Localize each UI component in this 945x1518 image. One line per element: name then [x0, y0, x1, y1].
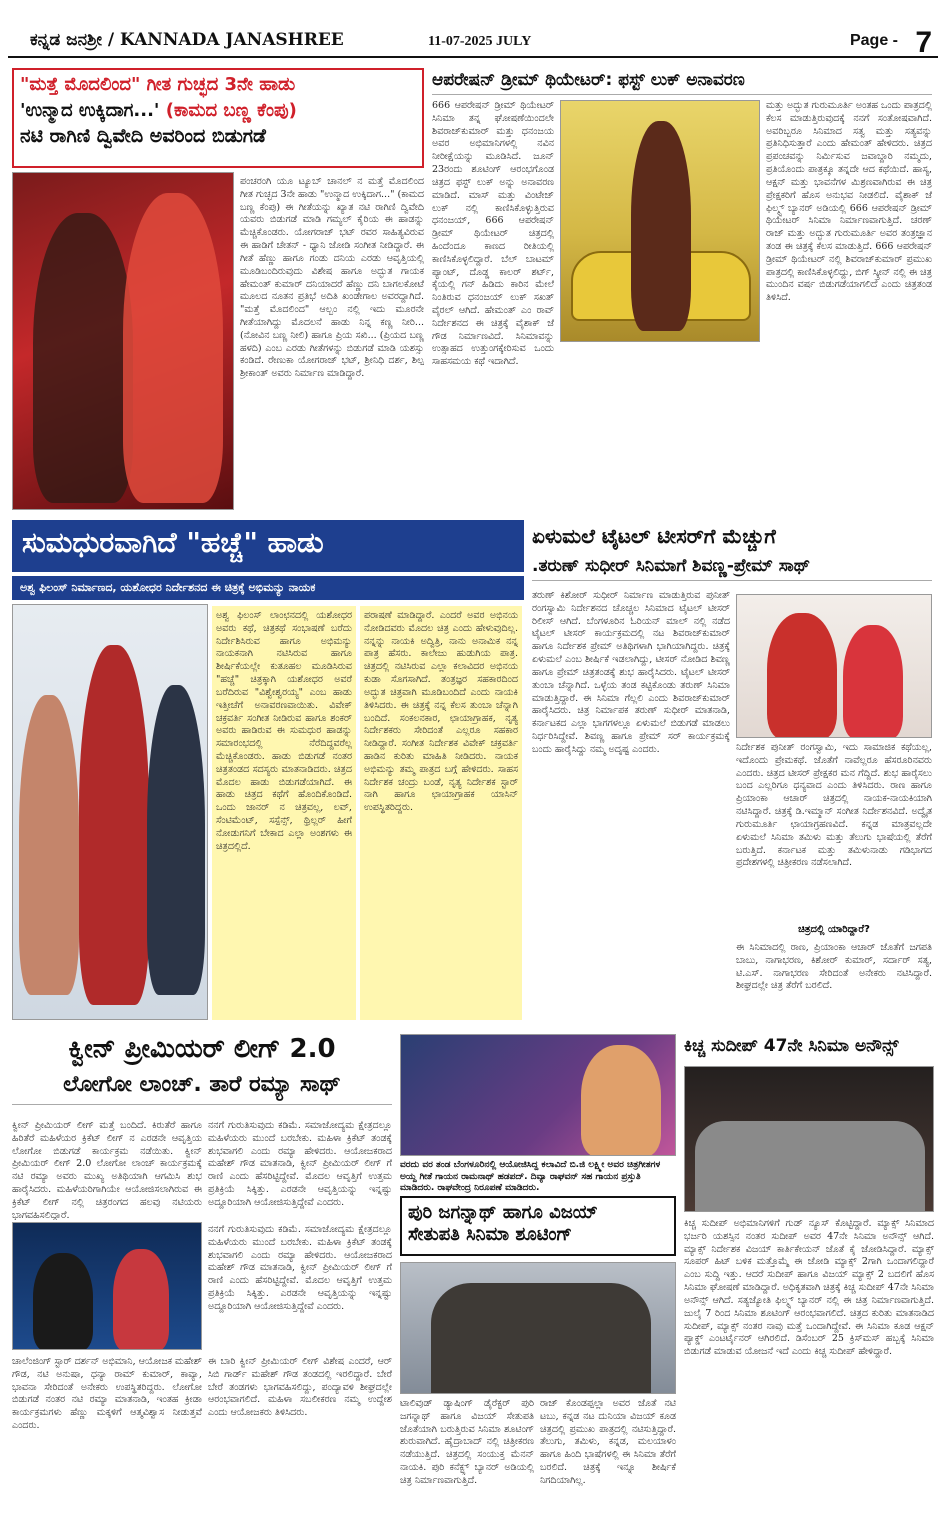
story7-photo-crew [400, 1262, 676, 1394]
story1-headline-line1: "ಮತ್ತೆ ಮೊದಲಿಂದ" ಗೀತ ಗುಚ್ಛದ 3ನೇ ಹಾಡು [20, 74, 296, 95]
story1-headline-line2a: 'ಉನ್ಮಾದ ಉಕ್ಕಿದಾಗ...' [20, 99, 160, 121]
story3-col2: ಪರಾಷಣೆ ಮಾಡಿದ್ದಾರೆ. ಎಂದರೆ ಅವರ ಅಭಿನಯ ನೋಡಿದವರು ಮೊದಲ ಚಿತ್ರ ಎಂದು ಹೇಳುವುದಿಲ್ಲ. ನನ್ನನ್ನು ನಾಯಕಿ ಅದ್ವಿತ್ರಿ, ನಾನು ಅನಾಮಿಕ ನನ್ನ ಪಾತ್ರ ಹೆಸರು. ಕಾಲೇಜು ಹುಡುಗಿಯ ಪಾತ್ರ. ಚಿತ್ರದಲ್ಲಿ ನಟಿಸಿರುವ ಎಲ್ಲಾ ಕಲಾವಿದರ ಅಭಿನಯ ಕುಡಾ ಸೊಗಸಾಗಿದೆ. ತಂತ್ರಜ್ಞರ ಸಹಕಾರದಿಂದ ಅದ್ಭುತ ಚಿತ್ರವಾಗಿ ಮೂಡಿಬಂದಿದೆ ಎಂದು ನಾಯಕಿ ತಿಳಿಸಿದರು. ಈ ಚಿತ್ರಕ್ಕೆ ನನ್ನ ಕೆಲಸ ತುಂಬಾ ಚೆನ್ನಾಗಿ ಬಂದಿದೆ. ಸಂಕಲನಕಾರ, ಛಾಯಾಗ್ರಾಹಕ, ನೃತ್ಯ ನಿರ್ದೇಶಕರು ಸೇರಿದಂತೆ ಎಲ್ಲರೂ ಸಹಕಾರ ನೀಡಿದ್ದಾರೆ. ಸಂಗೀತ ನಿರ್ದೇಶಕ ವಿವೇಕ್ ಚಕ್ರವರ್ತಿ ಹಾಡಿನ ಕುರಿತು ಮಾಹಿತಿ ನೀಡಿದರು. ನಾಯಕ ಅಭಿಮನ್ಯು ತಮ್ಮ ಪಾತ್ರದ ಬಗ್ಗೆ ಹೇಳಿದರು. ಸಾಹಸ ನಿರ್ದೇಶಕ ಚಂದ್ರು ಬಂಡೆ, ನೃತ್ಯ ನಿರ್ದೇಶಕ ಸ್ಟಾರ್ ನಾಗಿ ಹಾಗೂ ಛಾಯಾಗ್ರಾಹಕ ಯಾಸಿನ್ ಉಪಸ್ಥಿತರಿದ್ದರು. [360, 606, 522, 1020]
man-figure [33, 213, 133, 503]
story5-photo-logo-launch [12, 1222, 202, 1350]
page-label: Page - [849, 32, 898, 49]
hero-figure [631, 121, 691, 331]
story8-photo-launch [684, 1066, 934, 1212]
story7-col1: ಟಾಲಿವುಡ್ ಡ್ಯಾಷಿಂಗ್ ಡೈರೆಕ್ಟರ್ ಪುರಿ ಜಗನ್ನಾಥ್ ಹಾಗೂ ವಿಜಯ್ ಸೇತುಪತಿ ಜೊತೆಯಾಗಿ ಬರುತ್ತಿರುವ ಸಿನಿಮಾ ಶೂಟಿಂಗ್ ಶುರುವಾಗಿದೆ. ಹೈದ್ರಾಬಾದ್ ನಲ್ಲಿ ಚಿತ್ರೀಕರಣ ನಡೆಯುತ್ತಿದೆ. ಚಿತ್ರದಲ್ಲಿ ಸಂಯುಕ್ತ ಮೆನನ್ ನಾಯಕಿ. ಪುರಿ ಕನೆಕ್ಟ್ಸ್ ಬ್ಯಾನರ್ ಅಡಿಯಲ್ಲಿ ಚಿತ್ರ ನಿರ್ಮಾಣವಾಗುತ್ತಿದೆ. [400, 1398, 534, 1486]
story4-col2: ನಿರ್ದೇಶಕ ಪುನೀತ್ ರಂಗಸ್ವಾಮಿ, ಇದು ಸಾಮಾಜಿಕ ಕಥೆಯಲ್ಲ, ಇದೊಂದು ಪ್ರೇಮಕಥೆ. ಜೊತೆಗೆ ನಾವೆಲ್ಲರೂ ಹೆಸರೂರಿನವರು ಎಂದರು. ಚಿತ್ರದ ಟೀಸರ್ ಪ್ರೇಕ್ಷಕರ ಮನ ಗೆದ್ದಿದೆ. ಶುಭ ಹಾರೈಸಲು ಬಂದ ಎಲ್ಲರಿಗೂ ಧನ್ಯವಾದ ಎಂದು ತಿಳಿಸಿದರು. ರಾಣ ಹಾಗೂ ಪ್ರಿಯಾಂಕಾ ಆಚಾರ್ ಚಿತ್ರದಲ್ಲಿ ನಾಯಕ-ನಾಯಕಿಯಾಗಿ ನಟಿಸಿದ್ದಾರೆ. ಚಿತ್ರಕ್ಕೆ ಡಿ.ಇಮ್ಮಾನ್ ಸಂಗೀತ ನಿರ್ದೇಶನವಿದೆ. ಅದ್ವೈತ ಗುರುಮೂರ್ತಿ ಛಾಯಾಗ್ರಹಣವಿದೆ. ಕನ್ನಡ ಮಾತ್ರವಲ್ಲದೇ ಏಳುಮಲೆ ಸಿನಿಮಾ ತಮಿಳು ಮತ್ತು ತೆಲುಗು ಭಾಷೆಯಲ್ಲಿ ತೆರೆಗೆ ಬರುತ್ತಿದೆ. ಕರ್ನಾಟಕ ಮತ್ತು ತಮಿಳುನಾಡು ಗಡಿಭಾಗದ ಪ್ರದೇಶಗಳಲ್ಲಿ ಚಿತ್ರೀಕರಣ ನಡೆಸಲಾಗಿದೆ. [736, 742, 932, 869]
woman-figure [123, 193, 223, 503]
story4-headline2: .ತರುಣ್ ಸುಧೀರ್ ಸಿನಿಮಾಗೆ ಶಿವಣ್ಣ-ಪ್ರೇಮ್ ಸಾಥ್ [532, 556, 932, 581]
story4-headline1: ಏಳುಮಲೆ ಟೈಟಲ್ ಟೀಸರ್‌ಗೆ ಮೆಚ್ಚುಗೆ [532, 524, 776, 548]
crew-group [431, 1283, 651, 1394]
story8-headline: ಕಿಚ್ಚ ಸುದೀಪ್ 47ನೇ ಸಿನಿಮಾ ಅನೌನ್ಸ್ [684, 1036, 899, 1056]
story3-photo-cast [12, 604, 208, 1020]
story2-col1: 666 ಆಪರೇಷನ್ ಡ್ರೀಮ್ ಥಿಯೇಟರ್ ಸಿನಿಮಾ ತನ್ನ ಘೋಷಣೆಯಿಂದಲೇ ಶಿವರಾಜ್‌ಕುಮಾರ್ ಮತ್ತು ಧನಂಜಯ ಅವರ ಅಭಿಮಾನಿಗಳಲ್ಲಿ ನವಿನ ನೀರೀಕ್ಷೆಯನ್ನು ಮೂಡಿಸಿದೆ. ಜೂನ್ 23ರಂದು ಶೂಟಿಂಗ್ ಆರಂಭಗೊಂಡ ಚಿತ್ರದ ಫಸ್ಟ್ ಲುಕ್ ಅನ್ನು ಅನಾವರಣ ಮಾಡಿದೆ. ಮಾಸ್ ಮತ್ತು ವಿಂಟೇಜ್ ಲುಕ್ ನಲ್ಲಿ ಕಾಣಿಸಿಕೊಳ್ಳುತ್ತಿರುವ ಧನಂಜಯ್, 666 ಆಪರೇಷನ್ ಡ್ರೀಮ್ ಥಿಯೇಟರ್ ಚಿತ್ರದಲ್ಲಿ ಹಿಂದೆಂದೂ ಕಾಣದ ರೀತಿಯಲ್ಲಿ ಕಾಣಿಸಿಕೊಳ್ಳಲಿದ್ದಾರೆ. ಬೆಲ್ ಬಾಟಮ್ ಪ್ಯಾಂಟ್, ದೊಡ್ಡ ಕಾಲರ್ ಶರ್ಟ್, ಕೈಯಲ್ಲಿ ಗನ್ ಹಿಡಿದು ಕಾರಿನ ಮೇಲೆ ನಿಂತಿರುವ ಧನಂಜಯ್ ಲುಕ್ ಸಖತ್ ವೈರಲ್ ಆಗಿದೆ. ಹೇಮಂತ್ ಎಂ ರಾವ್ ನಿರ್ದೇಶನದ ಈ ಚಿತ್ರಕ್ಕೆ ವೈಶಾಕ್ ಜೆ ಗೌಡ ನಿರ್ಮಾಣವಿದೆ. ಸಿನಿಮಾವನ್ನು ಉತ್ಸಾಹದ ಉತ್ತುಂಗಕ್ಕೇರಿಸುವ ಒಂದು ಸಾಹಸಮಯ ಕಥೆ ಇದಾಗಿದೆ. [432, 100, 554, 368]
story5-col1b: ಚಾಲೆಂಜಿಂಗ್ ಸ್ಟಾರ್ ದರ್ಶನ್ ಅಭಿಮಾನಿ, ಆಯೋಜಕ ಮಹೇಶ್ ಗೌಡ, ನಟಿ ಅನುಷಾ, ಧನ್ಯಾ ರಾಮ್ ಕುಮಾರ್, ಕಾವ್ಯಾ, ಭಾವನಾ ಸೇರಿದಂತೆ ಅನೇಕರು ಉಪಸ್ಥಿತರಿದ್ದರು. ಲೋಗೋ ಬಿಡುಗಡೆ ನಂತರ ನಟಿ ರಮ್ಯಾ ಮಾತನಾಡಿ, ಇಂತಹ ಕ್ರೀಡಾ ಕಾರ್ಯಕ್ರಮಗಳು ಹೆಣ್ಣು ಮಕ್ಕಳಿಗೆ ಆತ್ಮವಿಶ್ವಾಸ ನೀಡುತ್ತವೆ ಎಂದರು. [12, 1356, 202, 1432]
story4-photo-leads [736, 594, 932, 738]
story3-subhead: ಅಶ್ವ ಫಿಲಂಸ್ ನಿರ್ಮಾಣದ, ಯಶೋಧರ ನಿರ್ದೇಶನದ ಈ ಚಿತ್ರಕ್ಕೆ ಅಭಿಮನ್ಯು ನಾಯಕ [20, 581, 316, 594]
story5-col2b: ಈ ಬಾರಿ ಕ್ವೀನ್ ಪ್ರೀಮಿಯರ್ ಲೀಗ್ ವಿಶೇಷ ಎಂದರೆ, ಆರ್ ಸಿಬಿ ಗಾರ್ಡ್ ಮಹೇಶ್ ಗೌಡ ತಂಡದಲ್ಲಿ ಇರಲಿದ್ದಾರೆ. ಬೇರೆ ಬೇರೆ ತಂಡಗಳು ಭಾಗವಹಿಸಲಿದ್ದು, ಪಂದ್ಯಾವಳಿ ಶೀಘ್ರದಲ್ಲೇ ಆರಂಭವಾಗಲಿದೆ. ಮಹಿಳಾ ಸಬಲೀಕರಣ ನಮ್ಮ ಉದ್ದೇಶ ಎಂದು ಆಯೋಜಕರು ತಿಳಿಸಿದರು. [208, 1356, 392, 1419]
singer-figure [581, 1045, 661, 1156]
story8-body: ಕಿಚ್ಚ ಸುದೀಪ್ ಅಭಿಮಾನಿಗಳಿಗೆ ಗುಡ್ ನ್ಯೂಸ್ ಕೊಟ್ಟಿದ್ದಾರೆ. ಮ್ಯಾಕ್ಸ್ ಸಿನಿಮಾದ ಭರ್ಜರಿ ಯಶಸ್ಸಿನ ನಂತರ ಸುದೀಪ್ ಅವರ 47ನೇ ಸಿನಿಮಾ ಅನೌನ್ಸ್ ಆಗಿದೆ. ಮ್ಯಾಕ್ಸ್ ನಿರ್ದೇಶಕ ವಿಜಯ್ ಕಾರ್ತಿಕೇಯನ್ ಜೊತೆ ಕೈ ಜೋಡಿಸಿದ್ದಾರೆ. ಮ್ಯಾಕ್ಸ್ ಸೂಪರ್ ಹಿಟ್ ಬಳಿಕ ಮತ್ತೊಮ್ಮೆ ಈ ಜೋಡಿ ಮ್ಯಾಕ್ಸ್ 2ಗಾಗಿ ಒಂದಾಗಲಿದ್ದಾರೆ ಎಂಬ ಸುದ್ದಿ ಇತ್ತು. ಆದರೆ ಸುದೀಪ್ ಹಾಗೂ ವಿಜಯ್ ಮ್ಯಾಕ್ಸ್ 2 ಬದಲಿಗೆ ಹೊಸ ಸಿನಿಮಾ ಘೋಷಣೆ ಮಾಡಿದ್ದಾರೆ. ಅಧಿಕೃತವಾಗಿ ಚಿತ್ರಕ್ಕೆ ಕಿಚ್ಚ ಸುದೀಪ್ 47ನೇ ಸಿನಿಮಾ ಅನೌನ್ಸ್ ಆಗಿದೆ. ಸತ್ಯಜ್ಯೋತಿ ಫಿಲ್ಮ್ಸ್ ಬ್ಯಾನರ್ ನಲ್ಲಿ ಈ ಚಿತ್ರ ನಿರ್ಮಾಣವಾಗುತ್ತಿದೆ. ಜುಲೈ 7 ರಿಂದ ಸಿನಿಮಾ ಶೂಟಿಂಗ್ ಆರಂಭವಾಗಲಿದೆ. ಚಿತ್ರದ ಕುರಿತು ಮಾತನಾಡಿದ ಸುದೀಪ್, ಮ್ಯಾಕ್ಸ್ ನಂತರ ನಾವು ಮತ್ತೆ ಒಂದಾಗಿದ್ದೇವೆ. ಈ ಸಿನಿಮಾ ಕೂಡ ಆಕ್ಷನ್ ಪ್ಯಾಕ್ಡ್ ಎಂಟರ್ಟೈನರ್ ಆಗಿರಲಿದೆ. ಡಿಸೆಂಬರ್ 25 ಕ್ರಿಸ್‌ಮಸ್ ಹಬ್ಬಕ್ಕೆ ಸಿನಿಮಾ ಬಿಡುಗಡೆ ಮಾಡುವ ಯೋಜನೆ ಇದೆ ಎಂದು ಕಿಚ್ಚ ಸುದೀಪ್ ಹೇಳಿದ್ದಾರೆ. [684, 1218, 934, 1358]
story3-headline-band [12, 520, 524, 572]
newspaper-logo: ಕನ್ನಡ ಜನಶ್ರೀ / KANNADA JANASHREE [30, 30, 344, 50]
story1-headline-line2b: (ಕಾಮದ ಬಣ್ಣ ಕೆಂಪು) [165, 99, 297, 121]
story1-headline-box [12, 68, 424, 168]
story1-body: ಪಂಚರಂಗಿ ಯೂ ಟ್ಯೂಬ್ ಚಾನಲ್ ನ ಮತ್ತೆ ಮೊದಲಿಂದ ಗೀತ ಗುಚ್ಛದ 3ನೇ ಹಾಡು "ಉನ್ಮಾದ ಉಕ್ಕಿದಾಗ..." (ಕಾಮದ ಬಣ್ಣ ಕೆಂಪು) ಈ ಗೀತೆಯನ್ನು ಖ್ಯಾತ ನಟಿ ರಾಗಿಣಿ ದ್ವಿವೇದಿ ಯವರು ಬಿಡುಗಡೆ ಮಾಡಿ ಗಮ್ಯಲ್ ಕೈರಿಯ ಈ ಹಾಡನ್ನು ಮೆಚ್ಚಿಕೊಂಡರು. ಯೋಗರಾಜ್ ಭಟ್ ರವರ ಸಾಹಿತ್ಯವಿರುವ ಈ ಹಾಡಿಗೆ ಚೇತನ್ - ಧ್ಯಾನಿ ಜೋಡಿ ಸಂಗೀತ ನೀಡಿದ್ದಾರೆ. ಈ ಗೀತೆ ಹೆಣ್ಣು ಹಾಗೂ ಗಂಡು ದನಿಯ ಎರಡು ಆವೃತ್ತಿಯಲ್ಲಿ ಮೂಡಿಬಂದಿರುವುದು ವಿಶೇಷ ಹಾಗೂ ಅದ್ಭುತ ಗಾಯಕ ಹೇಮಂತ್ ಕುಮಾರ್ ದನಿಯಾದರೆ ಹೆಣ್ಣು ದನಿ ಬಾಗಲಕೋಟೆ ಮೂಲದ ನೂತನ ಪ್ರತಿಭೆ ಅದಿತಿ ಖಂಡೇಗಾಲ ಅವರದ್ದಾಗಿದೆ. "ಮತ್ತೆ ಮೊದಲಿಂದ" ಆಲ್ಬಂ ನಲ್ಲಿ ಇದು ಮೂರನೇ ಗೀತೆಯಾಗಿದ್ದು ಮೊದಲನೆ ಹಾಡು ನಿನ್ನ ಕಣ್ಣ ನೀರಿ... (ನೋವಿನ ಬಣ್ಣ ನೀಲಿ) ಹಾಗೂ ಪ್ರಿಯ ಸಖಿ... (ಪ್ರಿಯದ ಬಣ್ಣ ಹಳದಿ) ಎಂಬ ಎರಡು ಗೀತೆಗಳನ್ನು ಬಿಡುಗಡೆ ಮಾಡಿ ಯಶಸ್ಸು ಕಂಡಿದೆ. ರೇಣುಕಾ ಯೋಗರಾಜ್ ಭಟ್, ಶ್ರೀನಿಧಿ ದರ್ಶ, ಶಿಲ್ಪ ಶ್ರೀಕಾಂತ್ ಅವರು ನಿರ್ಮಾಣ ಮಾಡಿದ್ದಾರೆ. [240, 176, 424, 380]
story2-col2: ಮತ್ತು ಅದ್ಭುತ ಗುರುಮೂರ್ತಿ ಅಂತಹ ಒಂದು ಪಾತ್ರದಲ್ಲಿ ಕೆಲಸ ಮಾಡುತ್ತಿರುವುದಕ್ಕೆ ನನಗೆ ಸಂತೋಷವಾಗಿದೆ. ಅವರಿಬ್ಬರೂ ಸಿನಿಮಾದ ಸತ್ವ ಮತ್ತು ಸತ್ಯವನ್ನು ಪ್ರತಿನಿಧಿಸುತ್ತಾರೆ ಎಂದು ಹೇಮಂತ್ ಹೇಳಿದರು. ಚಿತ್ರದ ಪ್ರಪಂಚವನ್ನು ನಿರ್ಮಿಸುವ ಜವಾಬ್ದಾರಿ ನಮ್ಮದು, ಪ್ರತಿಯೊಂದು ಪಾತ್ರಕ್ಕೂ ತನ್ನದೇ ಆದ ಕಥೆಯಿದೆ. ಹಾಸ್ಯ, ಆಕ್ಷನ್ ಮತ್ತು ಭಾವನೆಗಳ ಮಿಶ್ರಣವಾಗಿರುವ ಈ ಚಿತ್ರ ಪ್ರೇಕ್ಷಕರಿಗೆ ಹೊಸ ಅನುಭವ ನೀಡಲಿದೆ. ವೈಶಾಕ್ ಜೆ ಫಿಲ್ಮ್ಸ್ ಬ್ಯಾನರ್ ಅಡಿಯಲ್ಲಿ 666 ಆಪರೇಷನ್ ಡ್ರೀಮ್ ಥಿಯೇಟರ್ ಸಿನಿಮಾ ನಿರ್ಮಾಣವಾಗುತ್ತಿದೆ. ಚರಣ್ ರಾಜ್ ಮತ್ತು ಅದ್ಭುತ ಗುರುಮೂರ್ತಿ ಅವರ ತಂತ್ರಜ್ಞಾನ ತಂಡ ಈ ಚಿತ್ರಕ್ಕೆ ಕೆಲಸ ಮಾಡುತ್ತಿದೆ. 666 ಆಪರೇಷನ್ ಡ್ರೀಮ್ ಥಿಯೇಟರ್ ನಲ್ಲಿ ಶಿವರಾಜ್‌ಕುಮಾರ್ ಪ್ರಮುಖ ಪಾತ್ರದಲ್ಲಿ ಕಾಣಿಸಿಕೊಳ್ಳಲಿದ್ದು, ಬಿಗ್ ಸ್ಕ್ರೀನ್ ನಲ್ಲಿ ಈ ಚಿತ್ರ ಮುಂದಿನ ವರ್ಷ ಬಿಡುಗಡೆಯಾಗಲಿದೆ ಎಂದು ಚಿತ್ರತಂಡ ತಿಳಿಸಿದೆ. [766, 100, 932, 304]
story2-photo-poster [560, 100, 760, 342]
story4-cast: ಈ ಸಿನಿಮಾದಲ್ಲಿ ರಾಣ, ಪ್ರಿಯಾಂಕಾ ಆಚಾರ್ ಜೊತೆಗೆ ಜಗಪತಿ ಬಾಬು, ನಾಗಾಭರಣ, ಕಿಶೋರ್ ಕುಮಾರ್, ಸರ್ದಾರ್ ಸತ್ಯ, ಟಿ.ಎಸ್. ನಾಗಾಭರಣ ಸೇರಿದಂತೆ ಅನೇಕರು ನಟಿಸಿದ್ದಾರೆ. ಶೀಘ್ರದಲ್ಲೇ ಚಿತ್ರ ತೆರೆಗೆ ಬರಲಿದೆ. [736, 942, 932, 992]
story5-headline1: ಕ್ವೀನ್ ಪ್ರೀಮಿಯರ್ ಲೀಗ್ 2.0 [68, 1034, 336, 1064]
issue-date: 11-07-2025 JULY [428, 34, 532, 49]
story7-headline-box [400, 1196, 676, 1256]
story1-headline-line2 [20, 100, 416, 122]
actor-center [79, 645, 149, 1005]
story5-col2: ನನಗೆ ಗುರುತಿಸುವುದು ಕಡಿಮೆ. ಸಮಾಜೋದ್ಯಮ ಕ್ಷೇತ್ರದಲ್ಲೂ ಮಹಿಳೆಯರು ಮುಂದೆ ಬರಬೇಕು. ಮಹಿಳಾ ಕ್ರಿಕೆಟ್ ತಂಡಕ್ಕೆ ಶುಭವಾಗಲಿ ಎಂದು ರಮ್ಯಾ ಹೇಳಿದರು. ಆಯೋಜಕರಾದ ಮಹೇಶ್ ಗೌಡ ಮಾತನಾಡಿ, ಕ್ವೀನ್ ಪ್ರೀಮಿಯರ್ ಲೀಗ್ ಗೆ ರಾಣಿ ಎಂದು ಹೆಸರಿಟ್ಟಿದ್ದೇವೆ. ಮೊದಲ ಆವೃತ್ತಿಗೆ ಉತ್ತಮ ಪ್ರತಿಕ್ರಿಯೆ ಸಿಕ್ಕಿತ್ತು. ಎರಡನೇ ಆವೃತ್ತಿಯನ್ನು ಇನ್ನಷ್ಟು ಅದ್ದೂರಿಯಾಗಿ ಆಯೋಜಿಸುತ್ತಿದ್ದೇವೆ ಎಂದರು. [208, 1120, 392, 1208]
masthead [8, 10, 938, 58]
story4-cast-heading: ಚಿತ್ರದಲ್ಲಿ ಯಾರಿದ್ದಾರೆ? [798, 924, 870, 935]
story7-headline1: ಪುರಿ ಜಗನ್ನಾಥ್ ಹಾಗೂ ವಿಜಯ್ [408, 1202, 598, 1223]
actress-right [147, 685, 205, 995]
story3-subhead-band [12, 574, 524, 600]
ramya-figure [113, 1249, 169, 1350]
actress-left [19, 695, 79, 995]
actor-rana [767, 613, 837, 738]
guest-left [33, 1253, 93, 1350]
story5-col2-cont: ನನಗೆ ಗುರುತಿಸುವುದು ಕಡಿಮೆ. ಸಮಾಜೋದ್ಯಮ ಕ್ಷೇತ್ರದಲ್ಲೂ ಮಹಿಳೆಯರು ಮುಂದೆ ಬರಬೇಕು. ಮಹಿಳಾ ಕ್ರಿಕೆಟ್ ತಂಡಕ್ಕೆ ಶುಭವಾಗಲಿ ಎಂದು ರಮ್ಯಾ ಹೇಳಿದರು. ಆಯೋಜಕರಾದ ಮಹೇಶ್ ಗೌಡ ಮಾತನಾಡಿ, ಕ್ವೀನ್ ಪ್ರೀಮಿಯರ್ ಲೀಗ್ ಗೆ ರಾಣಿ ಎಂದು ಹೆಸರಿಟ್ಟಿದ್ದೇವೆ. ಮೊದಲ ಆವೃತ್ತಿಗೆ ಉತ್ತಮ ಪ್ರತಿಕ್ರಿಯೆ ಸಿಕ್ಕಿತ್ತು. ಎರಡನೇ ಆವೃತ್ತಿಯನ್ನು ಇನ್ನಷ್ಟು ಅದ್ದೂರಿಯಾಗಿ ಆಯೋಜಿಸುತ್ತಿದ್ದೇವೆ ಎಂದರು. [208, 1224, 392, 1312]
story3-col1: ಅಶ್ವ ಫಿಲಂಸ್ ಲಾಂಛನದಲ್ಲಿ ಯಶೋಧರ ಅವರು ಕಥೆ, ಚಿತ್ರಕಥೆ ಸಂಭಾಷಣೆ ಬರೆದು ನಿರ್ದೇಶಿಸಿರುವ ಹಾಗೂ ಅಭಿಮನ್ಯು ನಾಯಕನಾಗಿ ನಟಿಸಿರುವ ಹಾಗೂ ಶೀರ್ಷಿಕೆಯಲ್ಲೇ ಕುತೂಹಲ ಮೂಡಿಸಿರುವ "ಹಚ್ಚೆ" ಚಿತ್ರಕ್ಕಾಗಿ ಯಶೋಧರ ಅವರೆ ಬರೆದಿರುವ "ವಿಶ್ವೇಶ್ವರಯ್ಯ" ಎಂಬ ಹಾಡು ಇತ್ತೀಚೆಗೆ ಅನಾವರಣವಾಯಿತು. ವಿವೇಕ್ ಚಕ್ರವರ್ತಿ ಸಂಗೀತ ನೀಡಿರುವ ಹಾಗೂ ಶಂಕರ್ ಅವರು ಹಾಡಿರುವ ಈ ಸುಮಧುರ ಹಾಡನ್ನು ಸಮಾರಂಭದಲ್ಲಿ ನೆರೆದಿದ್ದವರೆಲ್ಲ ಮೆಚ್ಚಿಕೊಂಡರು. ಹಾಡು ಬಿಡುಗಡೆ ನಂತರ ಚಿತ್ರತಂಡದ ಸದಸ್ಯರು ಮಾತನಾಡಿದರು. ಚಿತ್ರದ ಮೊದಲ ಹಾಡು ಬಿಡುಗಡೆಯಾಗಿದೆ. ಈ ಹಾಡು ಚಿತ್ರದ ಕಥೆಗೆ ಹೊಂದಿಕೊಂಡಿದೆ. ಒಂದು ಜಾನರ್ ನ ಚಿತ್ರವಲ್ಲ, ಲವ್, ಸೆಂಟಿಮೆಂಟ್, ಸಸ್ಪೆನ್ಸ್, ಥ್ರಿಲ್ಲರ್ ಹೀಗೆ ನೋಡುಗನಿಗೆ ಬೇಕಾದ ಎಲ್ಲಾ ಅಂಶಗಳು ಈ ಚಿತ್ರದಲ್ಲಿದೆ. [212, 606, 356, 1020]
actress-priyanka [843, 625, 903, 738]
story3-headline: ಸುಮಧುರವಾಗಿದೆ "ಹಚ್ಚೆ" ಹಾಡು [22, 526, 324, 559]
story2-headline: ಆಪರೇಷನ್ ಡ್ರೀಮ್ ಥಿಯೇಟರ್: ಫಸ್ಟ್ ಲುಕ್ ಅನಾವರಣ [432, 70, 932, 95]
page-number: 7 [915, 26, 932, 59]
story1-photo-couple [12, 172, 234, 510]
story7-col2: ರಾಜ್ ಕೊಂಡಪ್ಪಲ್ಲಾ ಅವರ ಜೊತೆ ನಟಿ ಟಬು, ಕನ್ನಡ ನಟ ದುನಿಯಾ ವಿಜಯ್ ಕೂಡ ಚಿತ್ರದಲ್ಲಿ ಪ್ರಮುಖ ಪಾತ್ರದಲ್ಲಿ ನಟಿಸುತ್ತಿದ್ದಾರೆ. ತೆಲುಗು, ತಮಿಳು, ಕನ್ನಡ, ಮಲಯಾಳಂ ಹಾಗೂ ಹಿಂದಿ ಭಾಷೆಗಳಲ್ಲಿ ಈ ಸಿನಿಮಾ ತೆರೆಗೆ ಬರಲಿದೆ. ಚಿತ್ರಕ್ಕೆ ಇನ್ನೂ ಶೀರ್ಷಿಕೆ ನಿಗದಿಯಾಗಿಲ್ಲ. [540, 1398, 676, 1486]
story1-headline-line3: ನಟಿ ರಾಗಿಣಿ ದ್ವಿವೇದಿ ಅವರಿಂದ ಬಿಡುಗಡೆ [20, 125, 266, 148]
event-group [695, 1121, 925, 1212]
story6-photo-concert [400, 1034, 676, 1156]
story5-headline2: ಲೋಗೋ ಲಾಂಚ್. ತಾರೆ ರಮ್ಯಾ ಸಾಥ್ [12, 1072, 392, 1105]
story7-headline2: ಸೇತುಪತಿ ಸಿನಿಮಾ ಶೂಟಿಂಗ್ [408, 1223, 573, 1245]
story6-caption: ವರದು ವರ ತಂಡ ಬೆಂಗಳೂರಿನಲ್ಲಿ ಆಯೋಜಿಸಿದ್ದ ಕಲಾವಿದೆ ಬಿ.ಜಿ ಲಕ್ಷ್ಮೀ ಅವರ ಚಿತ್ರಗೀತಗಳ ಅಯ್ದ ಗೀತೆ ಗಾಯನ ರಾಮನಾಥ್ ಹಡಪದ್. ದಿವ್ಯಾ ರಾಘವನ್ ಸಹ ಗಾಯನ ಪ್ರಸ್ತುತಿ ಮಾಡಿದರು. ರಾಘವೇಂದ್ರ ನಿರೂಪಣೆ ಮಾಡಿದರು. [400, 1160, 661, 1194]
story5-col1: ಕ್ವೀನ್ ಪ್ರೀಮಿಯರ್ ಲೀಗ್ ಮತ್ತೆ ಬಂದಿದೆ. ಕಿರುತೆರೆ ಹಾಗೂ ಹಿರಿತೆರೆ ಮಹಿಳೆಯರ ಕ್ರಿಕೆಟ್ ಲೀಗ್ ನ ಎರಡನೇ ಆವೃತ್ತಿಯ ಲೋಗೋ ಬಿಡುಗಡೆ ಕಾರ್ಯಕ್ರಮ ನಡೆಯಿತು. ಕ್ವೀನ್ ಪ್ರೀಮಿಯರ್ ಲೀಗ್ 2.0 ಲೋಗೋ ಲಾಂಚ್ ಕಾರ್ಯಕ್ರಮಕ್ಕೆ ನಟಿ ರಮ್ಯಾ ಅವರು ಮುಖ್ಯ ಅತಿಥಿಯಾಗಿ ಆಗಮಿಸಿ ಶುಭ ಹಾರೈಸಿದರು. ಮಹಿಳೆಯರಿಗಾಗಿಯೇ ಆಯೋಜಿಸಲಾಗಿರುವ ಈ ಕ್ರಿಕೆಟ್ ಲೀಗ್ ನಲ್ಲಿ ಚಿತ್ರರಂಗದ ಹಲವು ನಟಿಯರು ಭಾಗವಹಿಸಲಿದ್ದಾರೆ. [12, 1120, 202, 1220]
story4-col1: ತರುಣ್ ಕಿಶೋರ್ ಸುಧೀರ್ ನಿರ್ಮಾಣ ಮಾಡುತ್ತಿರುವ ಪುನೀತ್ ರಂಗಸ್ವಾಮಿ ನಿರ್ದೇಶನದ ಚೊಚ್ಚಲ ಸಿನಿಮಾದ ಟೈಟಲ್ ಟೀಸರ್ ರಿಲೀಸ್ ಆಗಿದೆ. ಬೆಂಗಳೂರಿನ ಓರಿಯನ್ ಮಾಲ್ ನಲ್ಲಿ ನಡೆದ ಟೈಟಲ್ ಟೀಸರ್ ಕಾರ್ಯಕ್ರಮದಲ್ಲಿ ನಟ ಶಿವರಾಜ್‌ಕುಮಾರ್ ಹಾಗೂ ನಿರ್ದೇಶಕ ಪ್ರೇಮ್ ಅತಿಥಿಗಳಾಗಿ ಭಾಗಿಯಾಗಿದ್ದರು. ಚಿತ್ರಕ್ಕೆ ಏಳುಮಲೆ ಎಂಬ ಶೀರ್ಷಿಕೆ ಇಡಲಾಗಿದ್ದು, ಟೀಸರ್ ನೋಡಿದ ಶಿವಣ್ಣ ಹಾಗೂ ಪ್ರೇಮ್ ಚಿತ್ರತಂಡಕ್ಕೆ ಶುಭ ಹಾರೈಸಿದರು. ಟೈಟಲ್ ಟೀಸರ್ ತುಂಬಾ ಚೆನ್ನಾಗಿದೆ. ಒಳ್ಳೆಯ ತಂಡ ಕಟ್ಟಿಕೊಂಡು ತರುಣ್ ಸಿನಿಮಾ ಮಾಡುತ್ತಿದ್ದಾರೆ. ಈ ಸಿನಿಮಾ ಗೆಲ್ಲಲಿ ಎಂದು ಶಿವರಾಜ್‌ಕುಮಾರ್ ಹಾರೈಸಿದರು. ಚಿತ್ರ ನಿರ್ಮಾಪಕ ತರುಣ್ ಸುಧೀರ್ ಮಾತನಾಡಿ, ಕರ್ನಾಟಕದ ಎಲ್ಲಾ ಭಾಗಗಳಲ್ಲೂ ಏಳುಮಲೆ ಬಿಡುಗಡೆ ಮಾಡಲು ನಿರ್ಧರಿಸಿದ್ದೇವೆ. ಶಿವಣ್ಣ ಹಾಗೂ ಪ್ರೇಮ್ ಸರ್ ಕಾರ್ಯಕ್ರಮಕ್ಕೆ ಬಂದು ಹಾರೈಸಿದ್ದು ನಮ್ಮ ಅದೃಷ್ಟ ಎಂದರು. [532, 590, 730, 755]
